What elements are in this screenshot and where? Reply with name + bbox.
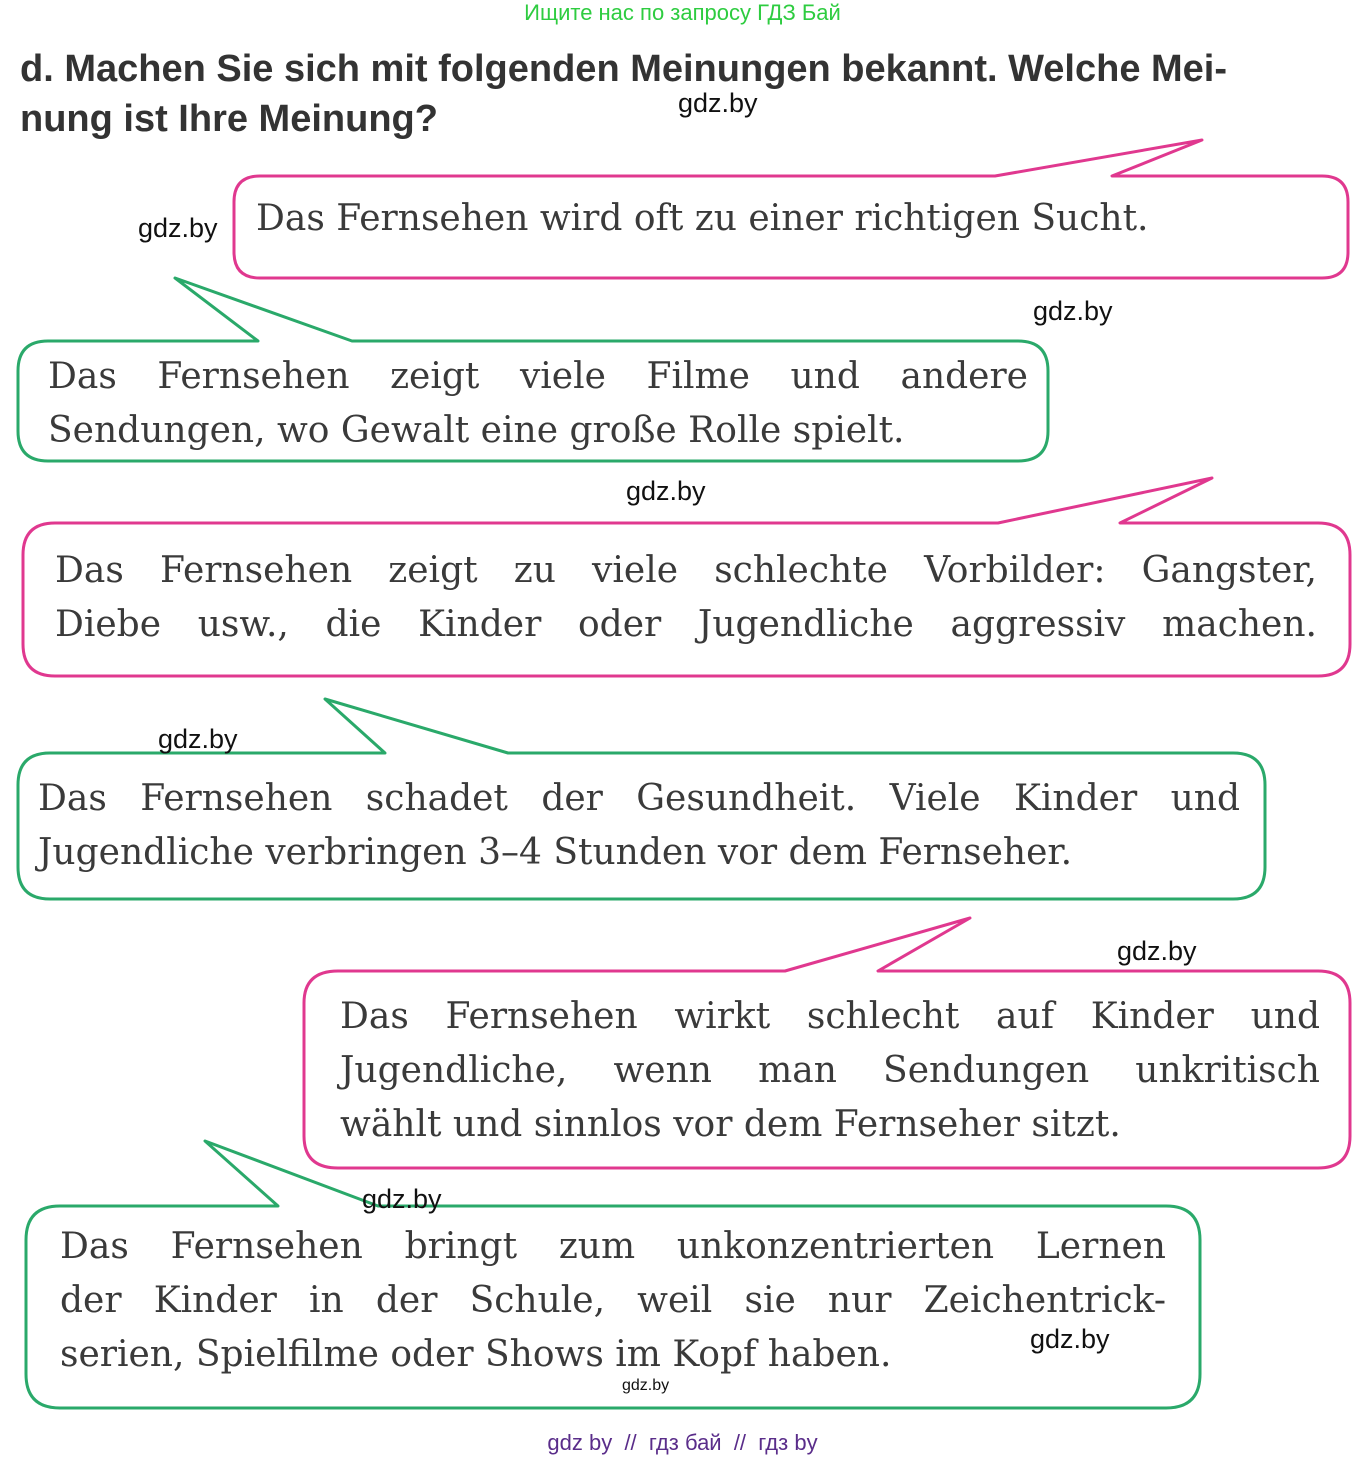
opinion-4-line-2: Jugendliche verbringen 3–4 Stunden vor dem Fernseher.: [38, 832, 1073, 873]
opinion-5-line-1: Das Fernsehen wirkt schlecht auf Kinder und: [340, 996, 1320, 1037]
opinion-6-line-3: serien, Spielfilme oder Shows im Kopf haben.: [60, 1334, 892, 1375]
opinion-2-text: [48, 350, 1028, 458]
opinion-5-text: [340, 990, 1320, 1152]
opinion-2-line-2: Sendungen, wo Gewalt eine große Rolle spielt.: [48, 410, 905, 451]
watermark-small: gdz.by: [622, 1377, 670, 1394]
watermark: gdz.by: [158, 724, 238, 754]
watermark: gdz.by: [1033, 296, 1113, 326]
opinion-5-line-2: Jugendliche, wenn man Sendungen unkritisch: [340, 1050, 1320, 1091]
opinion-1-line-1: Das Fernsehen wird oft zu einer richtigen Sucht.: [256, 198, 1149, 239]
opinion-3-line-2: Diebe usw., die Kinder oder Jugendliche aggressiv machen.: [55, 604, 1317, 645]
opinion-3-text: [55, 544, 1317, 652]
opinion-6-text: [60, 1220, 1166, 1382]
opinion-2-line-1: Das Fernsehen zeigt viele Filme und andere: [48, 356, 1028, 397]
top-banner: Ищите нас по запросу ГДЗ Бай: [524, 0, 841, 25]
footer-links: gdz by // гдз бай // гдз by: [547, 1430, 818, 1455]
watermark: gdz.by: [1030, 1324, 1110, 1354]
opinion-6-line-1: Das Fernsehen bringt zum unkonzentrierten Lernen: [60, 1226, 1166, 1267]
opinion-5-line-3: wählt und sinnlos vor dem Fernseher sitzt.: [340, 1104, 1121, 1145]
opinion-1-text: [256, 192, 1316, 246]
task-title-line-1: d. Machen Sie sich mit folgenden Meinungen bekannt. Welche Mei-: [20, 48, 1228, 90]
opinion-3-line-1: Das Fernsehen zeigt zu viele schlechte Vorbilder: Gangster,: [55, 550, 1317, 591]
watermark: gdz.by: [362, 1184, 442, 1214]
watermark: gdz.by: [1117, 936, 1197, 966]
task-title-line-2: nung ist Ihre Meinung?: [20, 98, 438, 140]
opinion-4-text: [38, 772, 1240, 880]
watermark: gdz.by: [678, 88, 758, 118]
opinion-6-line-2: der Kinder in der Schule, weil sie nur Zeichentrick-: [60, 1280, 1166, 1321]
watermark: gdz.by: [626, 476, 706, 506]
watermark: gdz.by: [138, 213, 218, 243]
opinion-4-line-1: Das Fernsehen schadet der Gesundheit. Viele Kinder und: [38, 778, 1240, 819]
